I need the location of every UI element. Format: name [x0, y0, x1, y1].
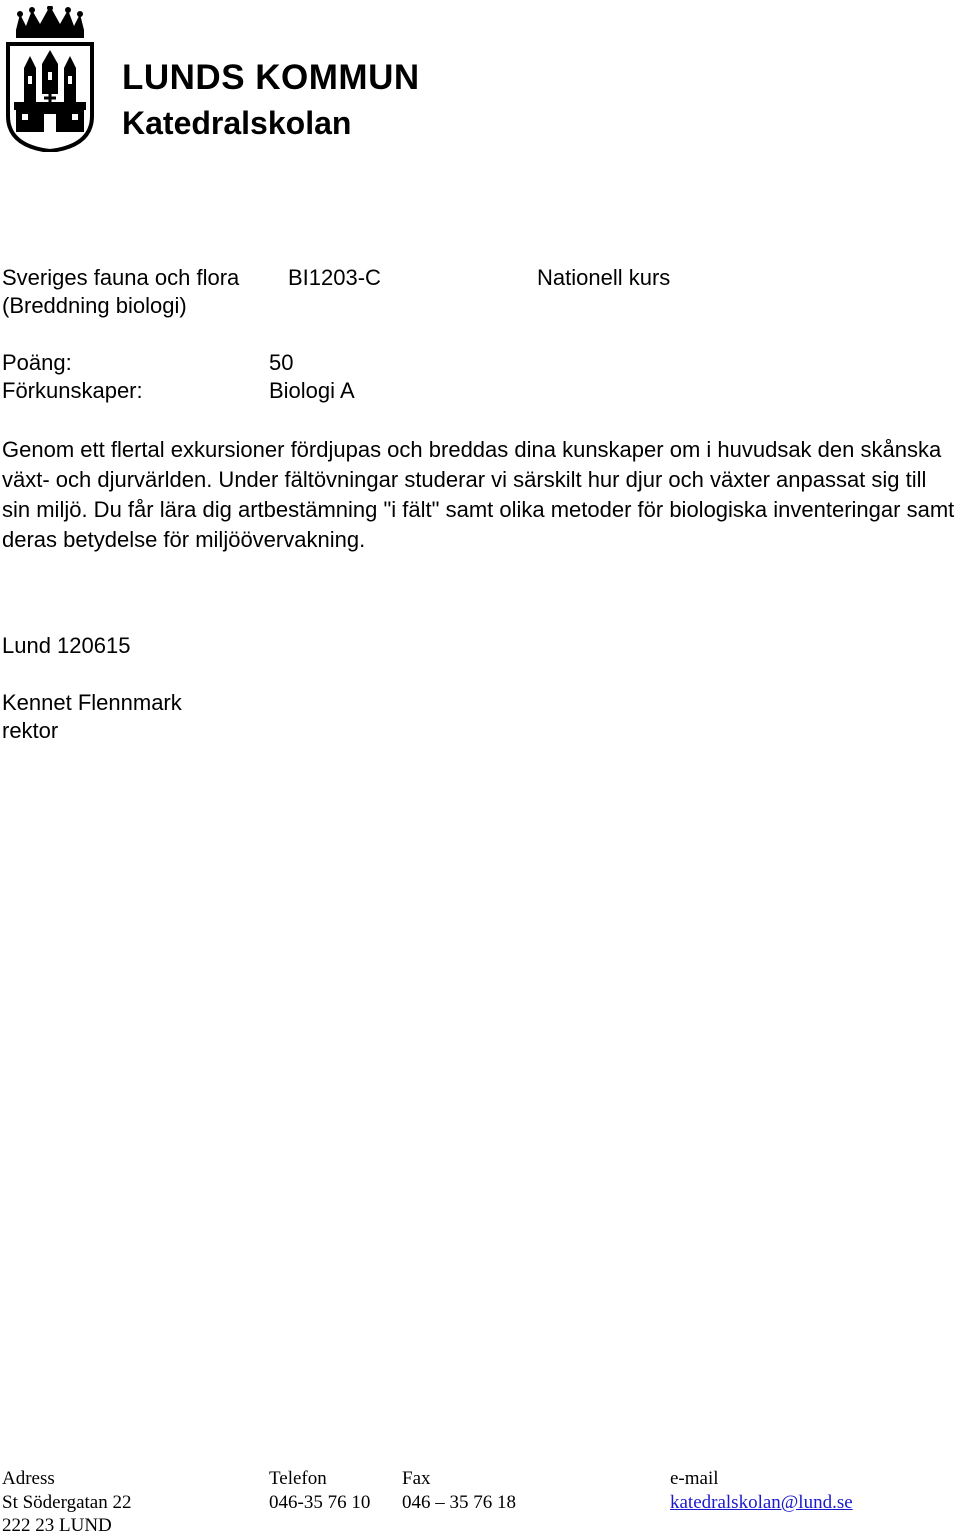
fax-value: 046 – 35 76 18: [402, 1492, 516, 1513]
org-name: LUNDS KOMMUN: [122, 58, 420, 97]
email-label: e-mail: [670, 1468, 719, 1489]
fax-label: Fax: [402, 1468, 431, 1489]
place-date: Lund 120615: [2, 633, 131, 658]
signer-name: Kennet Flennmark: [2, 690, 182, 715]
signer-title: rektor: [2, 718, 59, 743]
school-name: Katedralskolan: [122, 105, 352, 141]
course-type: Nationell kurs: [537, 265, 671, 290]
address-label: Adress: [2, 1468, 55, 1489]
course-description: Genom ett flertal exkursioner fördjupas och breddas dina kunskaper om i huvudsak den skånska växt- och djurvärlden. Under fältövningar studerar vi särskilt hur djur och växter anpassat sig till sin miljö. Du får lära dig artbestämning "i fält" samt olika metoder för biologiska inventeringar samt deras betydelse för miljöövervakning.: [2, 437, 955, 552]
lund-coat-of-arms-logo: [2, 6, 98, 152]
email-link[interactable]: katedralskolan@lund.se: [670, 1492, 853, 1513]
course-code: BI1203-C: [288, 265, 381, 290]
course-name: Sveriges fauna och flora: [2, 265, 240, 290]
course-subtitle: (Breddning biologi): [2, 293, 187, 318]
prereq-value: Biologi A: [269, 378, 355, 403]
address-line2: 222 23 LUND: [2, 1515, 112, 1536]
phone-label: Telefon: [269, 1468, 327, 1489]
prereq-label: Förkunskaper:: [2, 378, 143, 403]
points-value: 50: [269, 350, 294, 375]
phone-value: 046-35 76 10: [269, 1492, 371, 1513]
address-line1: St Södergatan 22: [2, 1492, 132, 1513]
points-label: Poäng:: [2, 350, 72, 375]
